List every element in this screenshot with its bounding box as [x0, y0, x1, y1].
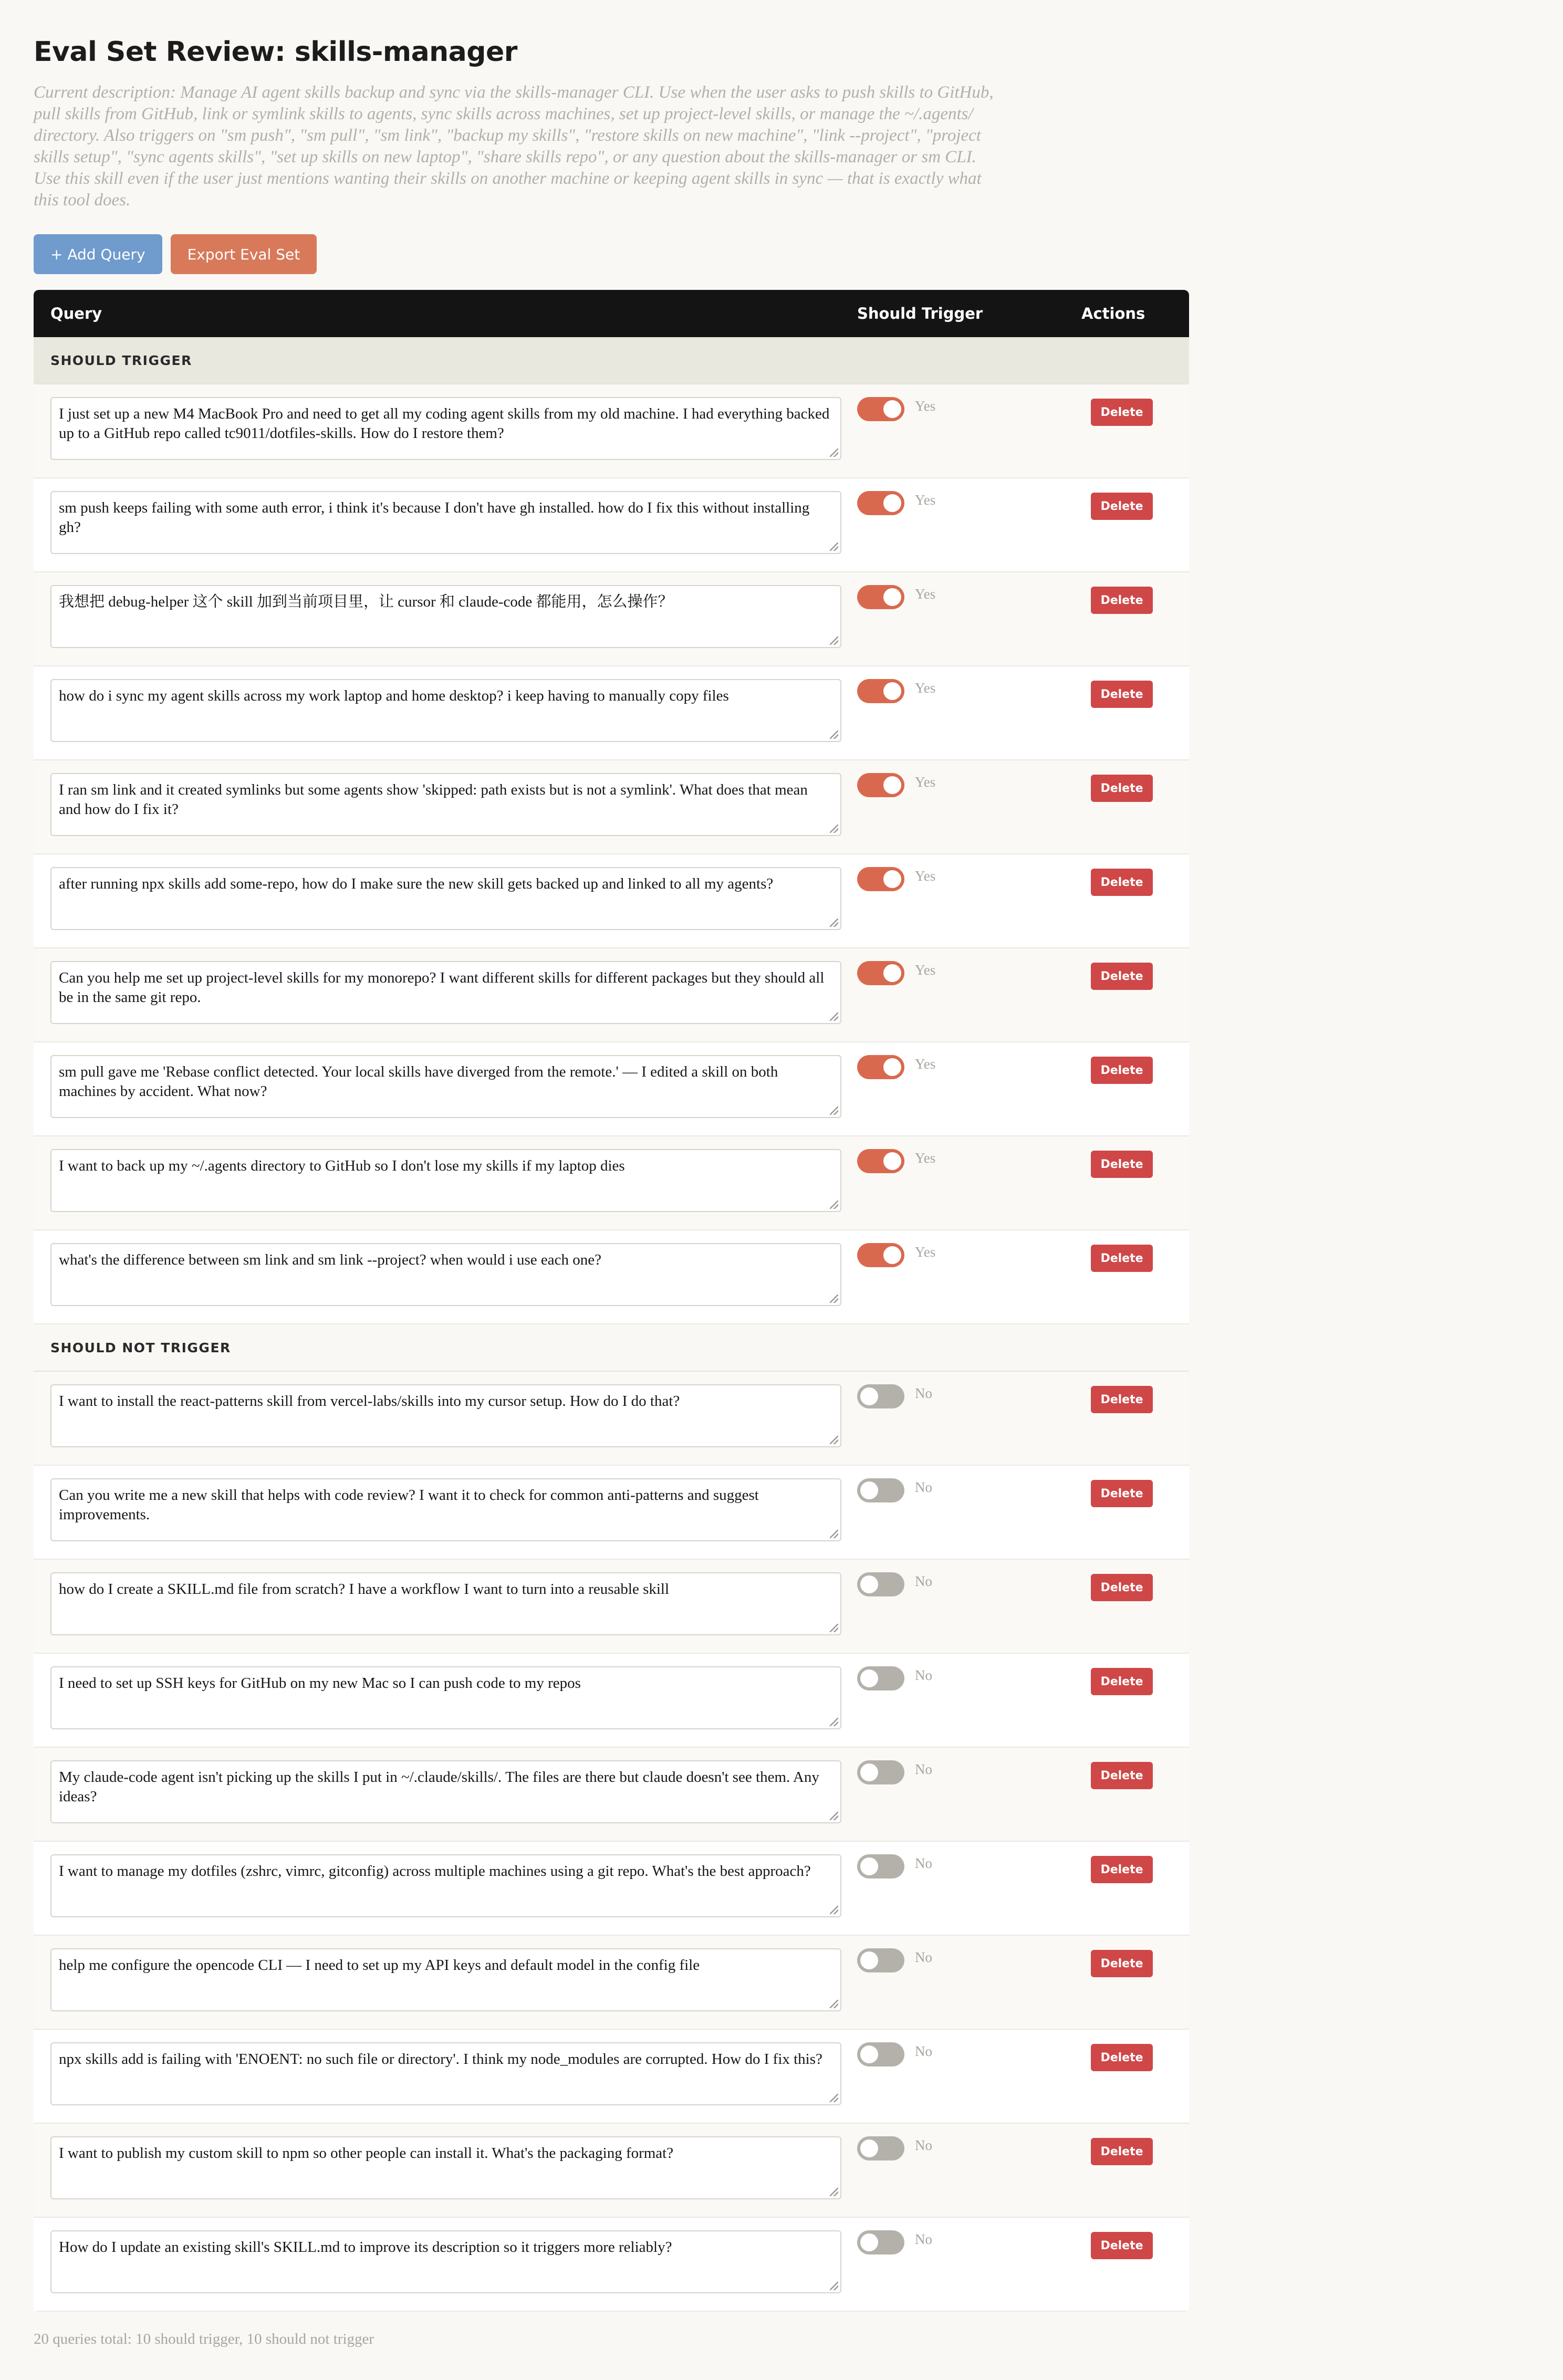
query-textarea[interactable] [50, 1854, 841, 1917]
resize-grip-icon[interactable] [830, 2000, 838, 2008]
delete-button[interactable]: Delete [1091, 399, 1153, 426]
query-text: Can you help me set up project-level skills for my monorepo? I want different skills for different packages but they should all be in the same git repo. [59, 969, 825, 1006]
toggle-label: Yes [915, 868, 936, 884]
query-textarea[interactable] [50, 585, 841, 648]
should-trigger-toggle[interactable] [857, 961, 904, 985]
column-header-query: Query [50, 305, 102, 322]
delete-button[interactable]: Delete [1091, 1856, 1153, 1883]
should-trigger-toggle[interactable] [857, 2230, 904, 2254]
toggle-label: No [915, 2137, 932, 2153]
resize-grip-icon[interactable] [830, 1812, 838, 1820]
toggle-label: No [915, 1855, 932, 1871]
should-trigger-toggle[interactable] [857, 867, 904, 891]
delete-button[interactable]: Delete [1091, 1151, 1153, 1178]
toggle-knob [860, 1669, 878, 1687]
toggle-knob [860, 1575, 878, 1593]
query-text: I want to publish my custom skill to npm so other people can install it. What's the packaging format? [59, 2145, 674, 2162]
toggle-label: Yes [915, 774, 936, 790]
should-trigger-toggle[interactable] [857, 1384, 904, 1408]
toggle-label: Yes [915, 398, 936, 414]
resize-grip-icon[interactable] [830, 1201, 838, 1209]
toggle-knob [883, 1152, 901, 1170]
query-textarea[interactable] [50, 2042, 841, 2105]
toggle-knob [860, 1951, 878, 1969]
delete-button[interactable]: Delete [1091, 587, 1153, 614]
query-text: I want to back up my ~/.agents directory to GitHub so I don't lose my skills if my laptop dies [59, 1157, 625, 1174]
toggle-label: Yes [915, 586, 936, 602]
toggle-knob [860, 2139, 878, 2157]
should-trigger-toggle[interactable] [857, 1243, 904, 1267]
toggle-knob [860, 1481, 878, 1499]
query-textarea[interactable] [50, 2136, 841, 2199]
query-text: I just set up a new M4 MacBook Pro and need to get all my coding agent skills from my old machine. I had everything backed up to a GitHub repo called tc9011/dotfiles-skills. How do I restore them? [59, 405, 830, 442]
query-text: My claude-code agent isn't picking up the skills I put in ~/.claude/skills/. The files are there but claude doesn't see them. Any ideas? [59, 1769, 819, 1805]
query-text: what's the difference between sm link and sm link --project? when would i use each one? [59, 1251, 602, 1268]
delete-button[interactable]: Delete [1091, 1950, 1153, 1977]
export-eval-set-button[interactable]: Export Eval Set [171, 234, 317, 274]
should-trigger-toggle[interactable] [857, 2042, 904, 2066]
column-header-actions: Actions [1081, 305, 1145, 322]
toggle-label: Yes [915, 1150, 936, 1166]
resize-grip-icon[interactable] [830, 2188, 838, 2196]
delete-button[interactable]: Delete [1091, 2138, 1153, 2165]
resize-grip-icon[interactable] [830, 1295, 838, 1303]
query-textarea[interactable] [50, 1948, 841, 2011]
table-row [34, 666, 1189, 760]
should-trigger-toggle[interactable] [857, 1666, 904, 1690]
toggle-label: Yes [915, 1244, 936, 1260]
toggle-label: No [915, 1573, 932, 1589]
query-text: help me configure the opencode CLI — I need to set up my API keys and default model in the config file [59, 1957, 700, 1974]
resize-grip-icon[interactable] [830, 1906, 838, 1914]
table-row [34, 948, 1189, 1042]
add-query-button[interactable]: + Add Query [34, 234, 162, 274]
eval-table [34, 290, 1189, 2312]
toggle-knob [860, 1857, 878, 1875]
delete-button[interactable]: Delete [1091, 2044, 1153, 2071]
toggle-label: Yes [915, 680, 936, 696]
delete-button[interactable]: Delete [1091, 775, 1153, 802]
delete-button[interactable]: Delete [1091, 493, 1153, 520]
table-row [34, 478, 1189, 572]
resize-grip-icon[interactable] [830, 2282, 838, 2290]
resize-grip-icon[interactable] [830, 636, 838, 645]
should-trigger-toggle[interactable] [857, 1055, 904, 1079]
query-text: npx skills add is failing with 'ENOENT: no such file or directory'. I think my node_modules are corrupted. How do I fix this? [59, 2051, 822, 2068]
query-textarea[interactable] [50, 1055, 841, 1118]
summary-footer: 20 queries total: 10 should trigger, 10 should not trigger [34, 2331, 374, 2347]
toggle-knob [883, 964, 901, 982]
resize-grip-icon[interactable] [830, 730, 838, 739]
delete-button[interactable]: Delete [1091, 681, 1153, 708]
toggle-knob [860, 2233, 878, 2251]
query-text: how do i sync my agent skills across my work laptop and home desktop? i keep having to manually copy files [59, 687, 729, 704]
delete-button[interactable]: Delete [1091, 1057, 1153, 1084]
resize-grip-icon[interactable] [830, 1718, 838, 1726]
query-text: how do I create a SKILL.md file from scratch? I have a workflow I want to turn into a reusable skill [59, 1581, 670, 1598]
query-text: Can you write me a new skill that helps with code review? I want it to check for common anti-patterns and suggest improvements. [59, 1487, 759, 1523]
table-row [34, 1136, 1189, 1230]
query-text: after running npx skills add some-repo, how do I make sure the new skill gets backed up and linked to all my agents? [59, 875, 774, 892]
query-textarea[interactable] [50, 961, 841, 1024]
query-text: How do I update an existing skill's SKILL.md to improve its description so it triggers more reliably? [59, 2239, 672, 2256]
table-row [34, 1230, 1189, 1324]
delete-button[interactable]: Delete [1091, 1762, 1153, 1789]
table-row [34, 1842, 1189, 1936]
toggle-label: Yes [915, 962, 936, 978]
delete-button[interactable]: Delete [1091, 1245, 1153, 1272]
resize-grip-icon[interactable] [830, 1107, 838, 1115]
table-header [34, 290, 1189, 337]
delete-button[interactable]: Delete [1091, 1480, 1153, 1507]
delete-button[interactable]: Delete [1091, 963, 1153, 990]
toggle-knob [883, 1246, 901, 1264]
query-textarea[interactable] [50, 1666, 841, 1729]
should-trigger-toggle[interactable] [857, 1572, 904, 1596]
query-textarea[interactable] [50, 1572, 841, 1635]
resize-grip-icon[interactable] [830, 824, 838, 833]
should-trigger-toggle[interactable] [857, 679, 904, 703]
query-text: sm push keeps failing with some auth error, i think it's because I don't have gh installed. how do I fix this without installing gh? [59, 499, 810, 536]
toggle-knob [860, 1387, 878, 1405]
toggle-knob [860, 1763, 878, 1781]
should-trigger-toggle[interactable] [857, 1760, 904, 1784]
table-row [34, 384, 1189, 478]
toggle-label: No [915, 2043, 932, 2059]
resize-grip-icon[interactable] [830, 1530, 838, 1538]
query-textarea[interactable] [50, 491, 841, 554]
table-row [34, 1372, 1189, 1466]
should-trigger-toggle[interactable] [857, 397, 904, 421]
resize-grip-icon[interactable] [830, 1436, 838, 1444]
query-textarea[interactable] [50, 1384, 841, 1447]
query-textarea[interactable] [50, 2230, 841, 2293]
table-row [34, 2218, 1189, 2312]
query-text: I want to manage my dotfiles (zshrc, vimrc, gitconfig) across multiple machines using a git repo. What's the best approach? [59, 1863, 811, 1880]
table-body [34, 337, 1189, 2312]
resize-grip-icon[interactable] [830, 1012, 838, 1021]
toggle-label: Yes [915, 492, 936, 508]
table-row [34, 572, 1189, 666]
should-trigger-toggle[interactable] [857, 1948, 904, 1972]
column-header-should-trigger: Should Trigger [857, 305, 983, 322]
resize-grip-icon[interactable] [830, 918, 838, 927]
resize-grip-icon[interactable] [830, 2094, 838, 2102]
toggle-knob [883, 776, 901, 794]
resize-grip-icon[interactable] [830, 448, 838, 457]
table-row [34, 1654, 1189, 1748]
query-textarea[interactable] [50, 773, 841, 836]
should-trigger-toggle[interactable] [857, 1854, 904, 1878]
toggle-label: No [915, 1385, 932, 1401]
query-text: I need to set up SSH keys for GitHub on my new Mac so I can push code to my repos [59, 1675, 581, 1692]
resize-grip-icon[interactable] [830, 542, 838, 551]
toggle-knob [883, 494, 901, 512]
query-textarea[interactable] [50, 1149, 841, 1212]
should-trigger-toggle[interactable] [857, 1149, 904, 1173]
should-trigger-toggle[interactable] [857, 773, 904, 797]
table-row [34, 760, 1189, 854]
current-description: Current description: Manage AI agent skills backup and sync via the skills-manager CLI. Use when the user asks to push skills to GitHub, pull skills from GitHub, link or symlink skills to agents, sync skills across machines, set up project-level skills, or manage the ~/.agents/ directory. Also triggers on "sm push", "sm pull", "sm link", "backup my skills", "restore skills on new machine", "link --project", "project skills setup", "sync agents skills", "set up skills on new laptop", "share skills repo", or any question about the skills-manager or sm CLI. Use this skill even if the user just mentions wanting their skills on another machine or keeping agent skills in sync — that is exactly what this tool does. [34, 83, 994, 210]
should-trigger-toggle[interactable] [857, 2136, 904, 2160]
section-header-should-not-trigger: SHOULD NOT TRIGGER [34, 1324, 1189, 1372]
delete-button[interactable]: Delete [1091, 1386, 1153, 1413]
resize-grip-icon[interactable] [830, 1624, 838, 1632]
toggle-knob [883, 870, 901, 888]
delete-button[interactable]: Delete [1091, 1668, 1153, 1695]
table-row [34, 1748, 1189, 1842]
toggle-label: No [915, 1479, 932, 1495]
should-trigger-toggle[interactable] [857, 491, 904, 515]
toggle-knob [883, 682, 901, 700]
query-textarea[interactable] [50, 1760, 841, 1823]
query-text: I want to install the react-patterns skill from vercel-labs/skills into my cursor setup. How do I do that? [59, 1393, 680, 1410]
table-row [34, 1042, 1189, 1136]
query-textarea[interactable] [50, 679, 841, 742]
table-row [34, 1466, 1189, 1560]
query-textarea[interactable] [50, 1243, 841, 1306]
delete-button[interactable]: Delete [1091, 869, 1153, 896]
toggle-label: No [915, 1949, 932, 1965]
query-text: sm pull gave me 'Rebase conflict detected. Your local skills have diverged from the remote.' — I edited a skill on both machines by accident. What now? [59, 1063, 778, 1100]
table-row [34, 2030, 1189, 2124]
toggle-label: No [915, 1667, 932, 1683]
delete-button[interactable]: Delete [1091, 1574, 1153, 1601]
section-header-should-trigger: SHOULD TRIGGER [34, 337, 1189, 384]
table-row [34, 1936, 1189, 2030]
query-textarea[interactable] [50, 1478, 841, 1541]
toggle-knob [883, 400, 901, 418]
query-text: 我想把 debug-helper 这个 skill 加到当前项目里，让 cursor 和 claude-code 都能用，怎么操作？ [59, 593, 673, 610]
toggle-knob [860, 2045, 878, 2063]
should-trigger-toggle[interactable] [857, 1478, 904, 1502]
toggle-label: No [915, 1761, 932, 1777]
query-text: I ran sm link and it created symlinks but some agents show 'skipped: path exists but is not a symlink'. What does that mean and how do I fix it? [59, 781, 808, 818]
should-trigger-toggle[interactable] [857, 585, 904, 609]
toggle-knob [883, 588, 901, 606]
page-title: Eval Set Review: skills-manager [34, 36, 517, 68]
toggle-label: Yes [915, 1056, 936, 1072]
toggle-label: No [915, 2231, 932, 2247]
toolbar [34, 234, 1529, 274]
table-row [34, 2124, 1189, 2218]
table-row [34, 1560, 1189, 1654]
toggle-knob [883, 1058, 901, 1076]
query-textarea[interactable] [50, 397, 841, 460]
delete-button[interactable]: Delete [1091, 2232, 1153, 2259]
table-row [34, 854, 1189, 948]
query-textarea[interactable] [50, 867, 841, 930]
